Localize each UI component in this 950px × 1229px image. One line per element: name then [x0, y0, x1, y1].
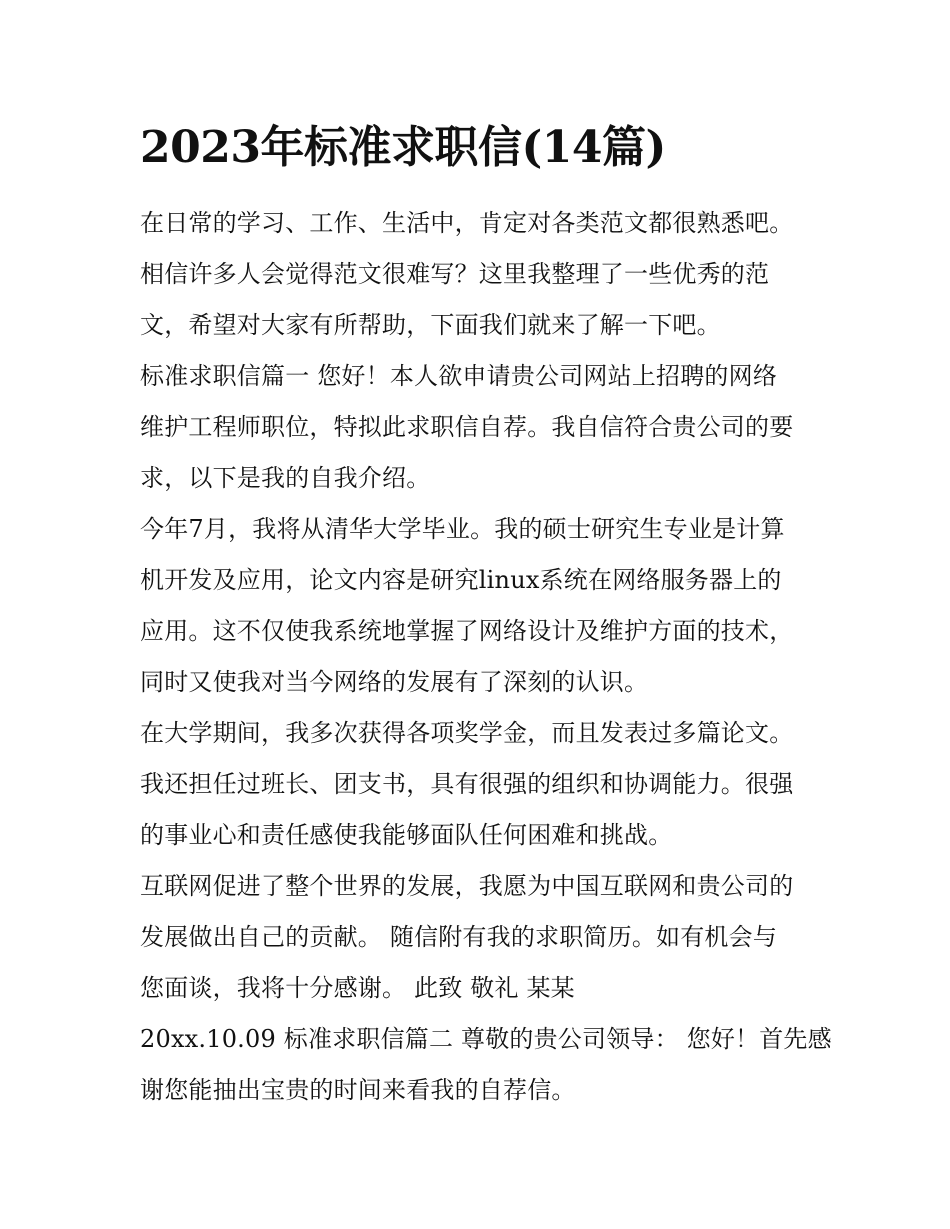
text-line: 20xx.10.09 标准求职信篇二 尊敬的贵公司领导： 您好！首先感: [140, 1025, 832, 1053]
text-line: 发展做出自己的贡献。 随信附有我的求职简历。如有机会与: [140, 923, 778, 951]
text-line: 求，以下是我的自我介绍。: [140, 464, 431, 492]
text-line: 文，希望对大家有所帮助，下面我们就来了解一下吧。: [140, 311, 721, 339]
text-line: 在日常的学习、工作、生活中，肯定对各类范文都很熟悉吧。: [140, 209, 794, 237]
text-line: 应用。这不仅使我系统地掌握了网络设计及维护方面的技术，: [140, 617, 794, 645]
document-body: [140, 198, 832, 1116]
text-line: 您面谈，我将十分感谢。 此致 敬礼 某某: [140, 974, 575, 1002]
text-line: 谢您能抽出宝贵的时间来看我的自荐信。: [140, 1076, 576, 1104]
text-line: 在大学期间，我多次获得各项奖学金，而且发表过多篇论文。: [140, 719, 794, 747]
text-line: 相信许多人会觉得范文很难写？这里我整理了一些优秀的范: [140, 260, 770, 288]
text-line: 同时又使我对当今网络的发展有了深刻的认识。: [140, 668, 649, 696]
text-line: 标准求职信篇一 您好！本人欲申请贵公司网站上招聘的网络: [140, 362, 778, 390]
text-line: 维护工程师职位，特拟此求职信自荐。我自信符合贵公司的要: [140, 413, 794, 441]
text-line: 的事业心和责任感使我能够面队任何困难和挑战。: [140, 821, 673, 849]
text-line: 今年7月，我将从清华大学毕业。我的硕士研究生专业是计算: [140, 515, 785, 543]
text-line: 我还担任过班长、团支书，具有很强的组织和协调能力。很强: [140, 770, 794, 798]
text-line: 机开发及应用，论文内容是研究linux系统在网络服务器上的: [140, 566, 782, 594]
text-line: 互联网促进了整个世界的发展，我愿为中国互联网和贵公司的: [140, 872, 794, 900]
document-title: 2023年标准求职信(14篇): [140, 122, 666, 173]
